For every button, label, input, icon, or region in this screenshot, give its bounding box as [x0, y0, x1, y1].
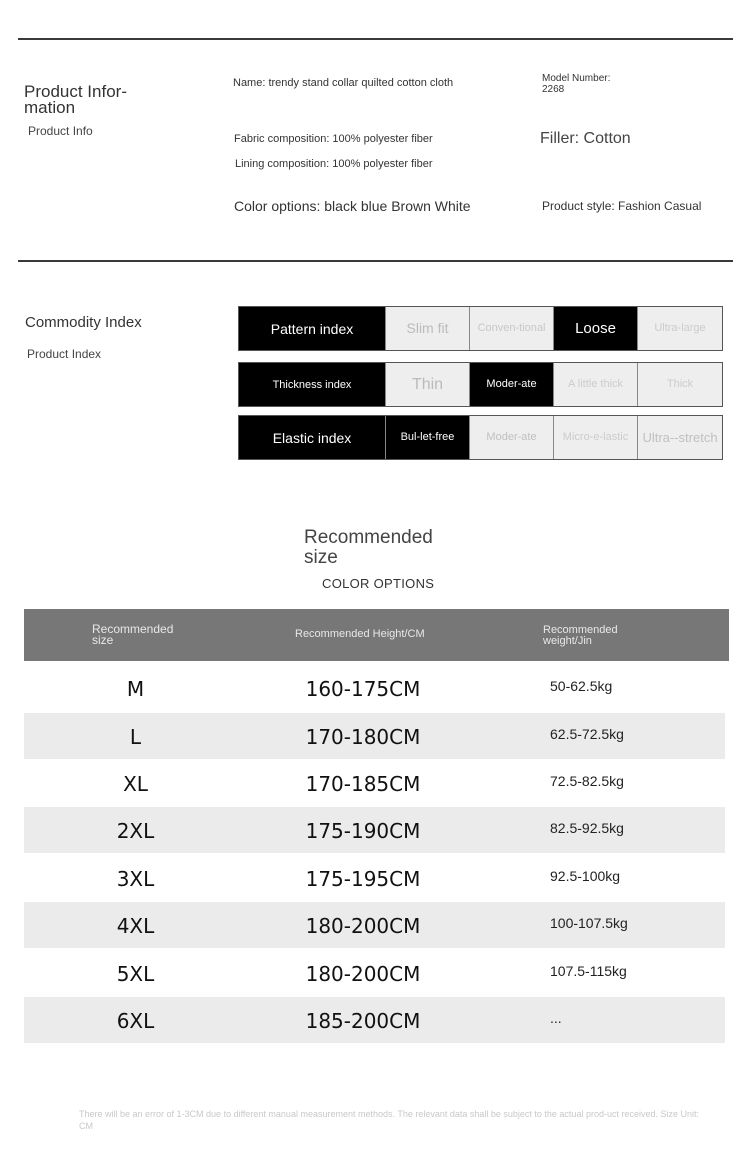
- size-section-title: Recommended size: [304, 527, 433, 568]
- size-table-header: [24, 609, 729, 661]
- middle-divider: [18, 260, 733, 262]
- weight-cell: 100-107.5kg: [550, 915, 628, 931]
- table-row: [24, 997, 725, 1043]
- index-option: Micro-e-lastic: [553, 416, 637, 459]
- weight-cell: 72.5-82.5kg: [550, 773, 624, 789]
- size-section-subtitle: COLOR OPTIONS: [322, 576, 435, 591]
- weight-cell: ...: [550, 1010, 562, 1026]
- table-row: [24, 902, 725, 948]
- index-option-selected: Loose: [553, 307, 637, 350]
- color-options: Color options: black blue Brown White: [234, 198, 471, 214]
- index-option: Conven-tional: [469, 307, 553, 350]
- table-row: [24, 807, 725, 853]
- top-divider: [18, 38, 733, 40]
- weight-cell: 82.5-92.5kg: [550, 820, 624, 836]
- table-row: [24, 950, 725, 996]
- header-size: Recommended size: [92, 622, 174, 647]
- size-cell: 3XL: [116, 867, 155, 891]
- index-option: Thick: [637, 363, 722, 406]
- index-option-selected: Moder-ate: [469, 363, 553, 406]
- height-cell: 185-200CM: [305, 1009, 421, 1033]
- measurement-footnote: There will be an error of 1-3CM due to different manual measurement methods. The relevant data shall be subject to the actual prod-uct received. Size Unit: CM: [79, 1109, 699, 1131]
- table-row: [24, 855, 725, 901]
- commodity-index-subtitle: Product Index: [27, 347, 102, 361]
- size-cell: 2XL: [116, 819, 155, 843]
- pattern-index-row: [238, 306, 723, 351]
- size-cell: XL: [123, 772, 148, 796]
- weight-cell: 107.5-115kg: [550, 963, 627, 979]
- height-cell: 180-200CM: [305, 914, 421, 938]
- weight-cell: 62.5-72.5kg: [550, 726, 624, 742]
- product-info-title: Product Infor- mation: [24, 82, 127, 117]
- elastic-index-row: [238, 415, 723, 460]
- index-option: Ultra--stretch: [637, 416, 722, 459]
- size-cell: M: [126, 677, 145, 701]
- fabric-composition: Fabric composition: 100% polyester fiber: [234, 133, 433, 145]
- index-label: Pattern index: [239, 307, 385, 350]
- height-cell: 170-185CM: [305, 772, 421, 796]
- header-weight: Recommended weight/Jin: [543, 624, 618, 647]
- index-option: Ultra-large: [637, 307, 722, 350]
- table-row: [24, 713, 725, 759]
- size-cell: L: [129, 725, 142, 749]
- index-option: Thin: [385, 363, 469, 406]
- weight-cell: 92.5-100kg: [550, 868, 621, 884]
- product-info-subtitle: Product Info: [28, 124, 93, 138]
- index-option: Slim fit: [385, 307, 469, 350]
- commodity-index-title: Commodity Index: [25, 314, 142, 331]
- index-label: Elastic index: [239, 416, 385, 459]
- weight-cell: 50-62.5kg: [550, 678, 613, 694]
- height-cell: 180-200CM: [305, 962, 421, 986]
- height-cell: 175-195CM: [305, 867, 421, 891]
- size-cell: 4XL: [116, 914, 155, 938]
- height-cell: 170-180CM: [305, 725, 421, 749]
- index-label: Thickness index: [239, 363, 385, 406]
- size-cell: 5XL: [116, 962, 155, 986]
- table-row: [24, 665, 725, 711]
- height-cell: 160-175CM: [305, 677, 421, 701]
- index-option: A little thick: [553, 363, 637, 406]
- table-row: [24, 760, 725, 806]
- lining-composition: Lining composition: 100% polyester fiber: [235, 158, 433, 170]
- size-cell: 6XL: [116, 1009, 155, 1033]
- index-option: Moder-ate: [469, 416, 553, 459]
- product-style: Product style: Fashion Casual: [542, 199, 702, 213]
- height-cell: 175-190CM: [305, 819, 421, 843]
- model-number: Model Number: 2268: [542, 73, 611, 95]
- thickness-index-row: [238, 362, 723, 407]
- index-option-selected: Bul-let-free: [385, 416, 469, 459]
- product-name: Name: trendy stand collar quilted cotton cloth: [233, 77, 454, 89]
- header-height: Recommended Height/CM: [295, 628, 425, 640]
- filler: Filler: Cotton: [540, 130, 631, 147]
